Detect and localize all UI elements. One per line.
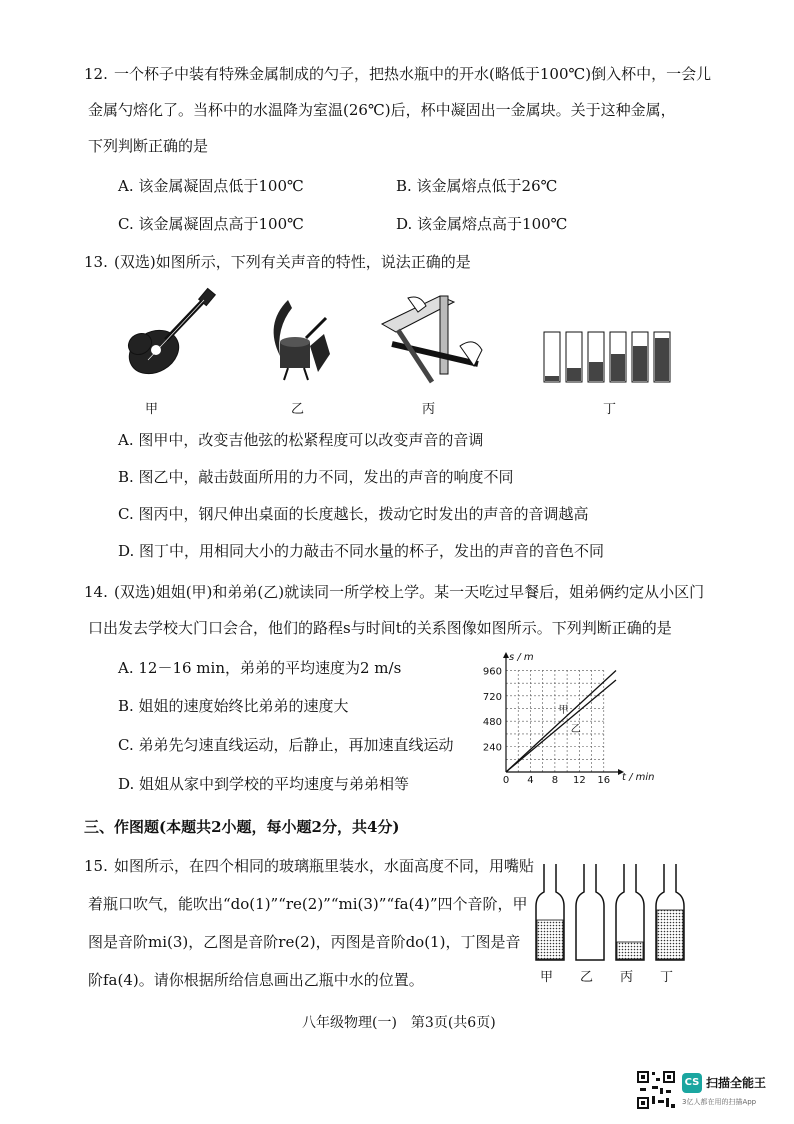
qr-code-icon xyxy=(636,1070,676,1110)
q15-number: 15. xyxy=(84,857,108,875)
series-line-yi xyxy=(506,680,616,772)
x-tick-label: 8 xyxy=(551,775,559,786)
y-tick-label: 720 xyxy=(482,691,502,703)
q15-stem-line2: 着瓶口吹气，能吹出“do(1)”“re(2)”“mi(3)”“fa(4)”四个音阶，甲 xyxy=(88,895,528,913)
q13-option-a: A. 图甲中，改变吉他弦的松紧程度可以改变声音的音调 xyxy=(118,431,484,449)
x-tick-label: 0 xyxy=(502,775,510,786)
q13-number: 13. xyxy=(84,253,108,271)
watermark-app-name: 扫描全能王 xyxy=(706,1076,767,1090)
x-tick-label: 12 xyxy=(572,775,586,786)
q14-stem-line2: 口出发去学校大门口会合，他们的路程s与时间t的关系图像如图所示。下列判断正确的是 xyxy=(88,619,672,637)
q14-option-d: D. 姐姐从家中到学校的平均速度与弟弟相等 xyxy=(118,775,410,793)
q13-option-d: D. 图丁中，用相同大小的力敲击不同水量的杯子，发出的声音的音色不同 xyxy=(118,542,605,560)
figure-ding-caption: 丁 xyxy=(603,402,617,417)
series-label-yi: 乙 xyxy=(570,723,581,735)
bottle-yi-label: 乙 xyxy=(580,970,594,985)
q15-stem-line1: 如图所示，在四个相同的玻璃瓶里装水，水面高度不同，用嘴贴 xyxy=(114,857,535,875)
drum-figure xyxy=(258,294,338,384)
guitar-figure xyxy=(118,288,218,384)
figure-yi-caption: 乙 xyxy=(291,402,305,417)
y-tick-label: 240 xyxy=(482,742,502,754)
q12-stem-line1: 一个杯子中装有特殊金属制成的勺子，把热水瓶中的开水(略低于100℃)倒入杯中，一会儿 xyxy=(114,65,712,83)
q14-option-b: B. 姐姐的速度始终比弟弟的速度大 xyxy=(118,697,349,715)
q14-number: 14. xyxy=(84,583,108,601)
q12-option-c: C. 该金属凝固点高于100℃ xyxy=(118,215,304,233)
q12-stem-line2: 金属勺熔化了。当杯中的水温降为室温(26℃)后，杯中凝固出一金属块。关于这种金属， xyxy=(88,101,676,119)
x-axis-label: t / min xyxy=(622,772,655,783)
q14-stem-line1: (双选)姐姐(甲)和弟弟(乙)就读同一所学校上学。某一天吃过早餐后，姐弟俩约定从小区门 xyxy=(114,583,705,601)
y-tick-label: 480 xyxy=(482,717,502,729)
bottle-jia-label: 甲 xyxy=(540,970,554,985)
q12-option-b: B. 该金属熔点低于26℃ xyxy=(396,177,558,195)
series-label-jia: 甲 xyxy=(558,704,569,716)
figure-bing-caption: 丙 xyxy=(422,402,436,417)
q13-option-b: B. 图乙中，敲击鼓面所用的力不同，发出的声音的响度不同 xyxy=(118,468,514,486)
q13-stem: (双选)如图所示，下列有关声音的特性，说法正确的是 xyxy=(114,253,471,271)
page-footer: 八年级物理(一) 第3页(共6页) xyxy=(302,1015,496,1031)
q15-stem-line3: 图是音阶mi(3)，乙图是音阶re(2)，丙图是音阶do(1)，丁图是音 xyxy=(88,933,521,951)
q12-stem-line3: 下列判断正确的是 xyxy=(88,137,209,155)
q12-option-a: A. 该金属凝固点低于100℃ xyxy=(118,177,304,195)
figure-jia-caption: 甲 xyxy=(145,402,159,417)
section-three-title: 三、作图题(本题共2小题，每小题2分，共4分) xyxy=(84,818,400,836)
q12-option-d: D. 该金属熔点高于100℃ xyxy=(396,215,568,233)
q15-stem-line4: 阶fa(4)。请你根据所给信息画出乙瓶中水的位置。 xyxy=(88,971,424,989)
q13-option-c: C. 图丙中，钢尺伸出桌面的长度越长，拨动它时发出的声音的音调越高 xyxy=(118,505,589,523)
ruler-figure xyxy=(378,290,490,384)
q12-number: 12. xyxy=(84,65,108,83)
watermark-tagline: 3亿人都在用的扫描App xyxy=(682,1098,757,1106)
x-tick-label: 16 xyxy=(597,775,611,786)
y-tick-label: 960 xyxy=(482,666,502,678)
s-t-chart xyxy=(472,650,655,786)
camscanner-logo-icon: CS xyxy=(682,1073,702,1093)
bottle-bing-label: 丙 xyxy=(620,970,634,985)
bottle-ding-label: 丁 xyxy=(660,970,674,985)
cups-figure xyxy=(540,326,676,386)
q14-option-a: A. 12－16 min，弟弟的平均速度为2 m/s xyxy=(118,659,402,677)
bottles-figure xyxy=(534,858,694,962)
x-tick-label: 4 xyxy=(527,775,534,786)
q14-option-c: C. 弟弟先匀速直线运动，后静止，再加速直线运动 xyxy=(118,736,454,754)
y-axis-label: s / m xyxy=(509,652,534,663)
